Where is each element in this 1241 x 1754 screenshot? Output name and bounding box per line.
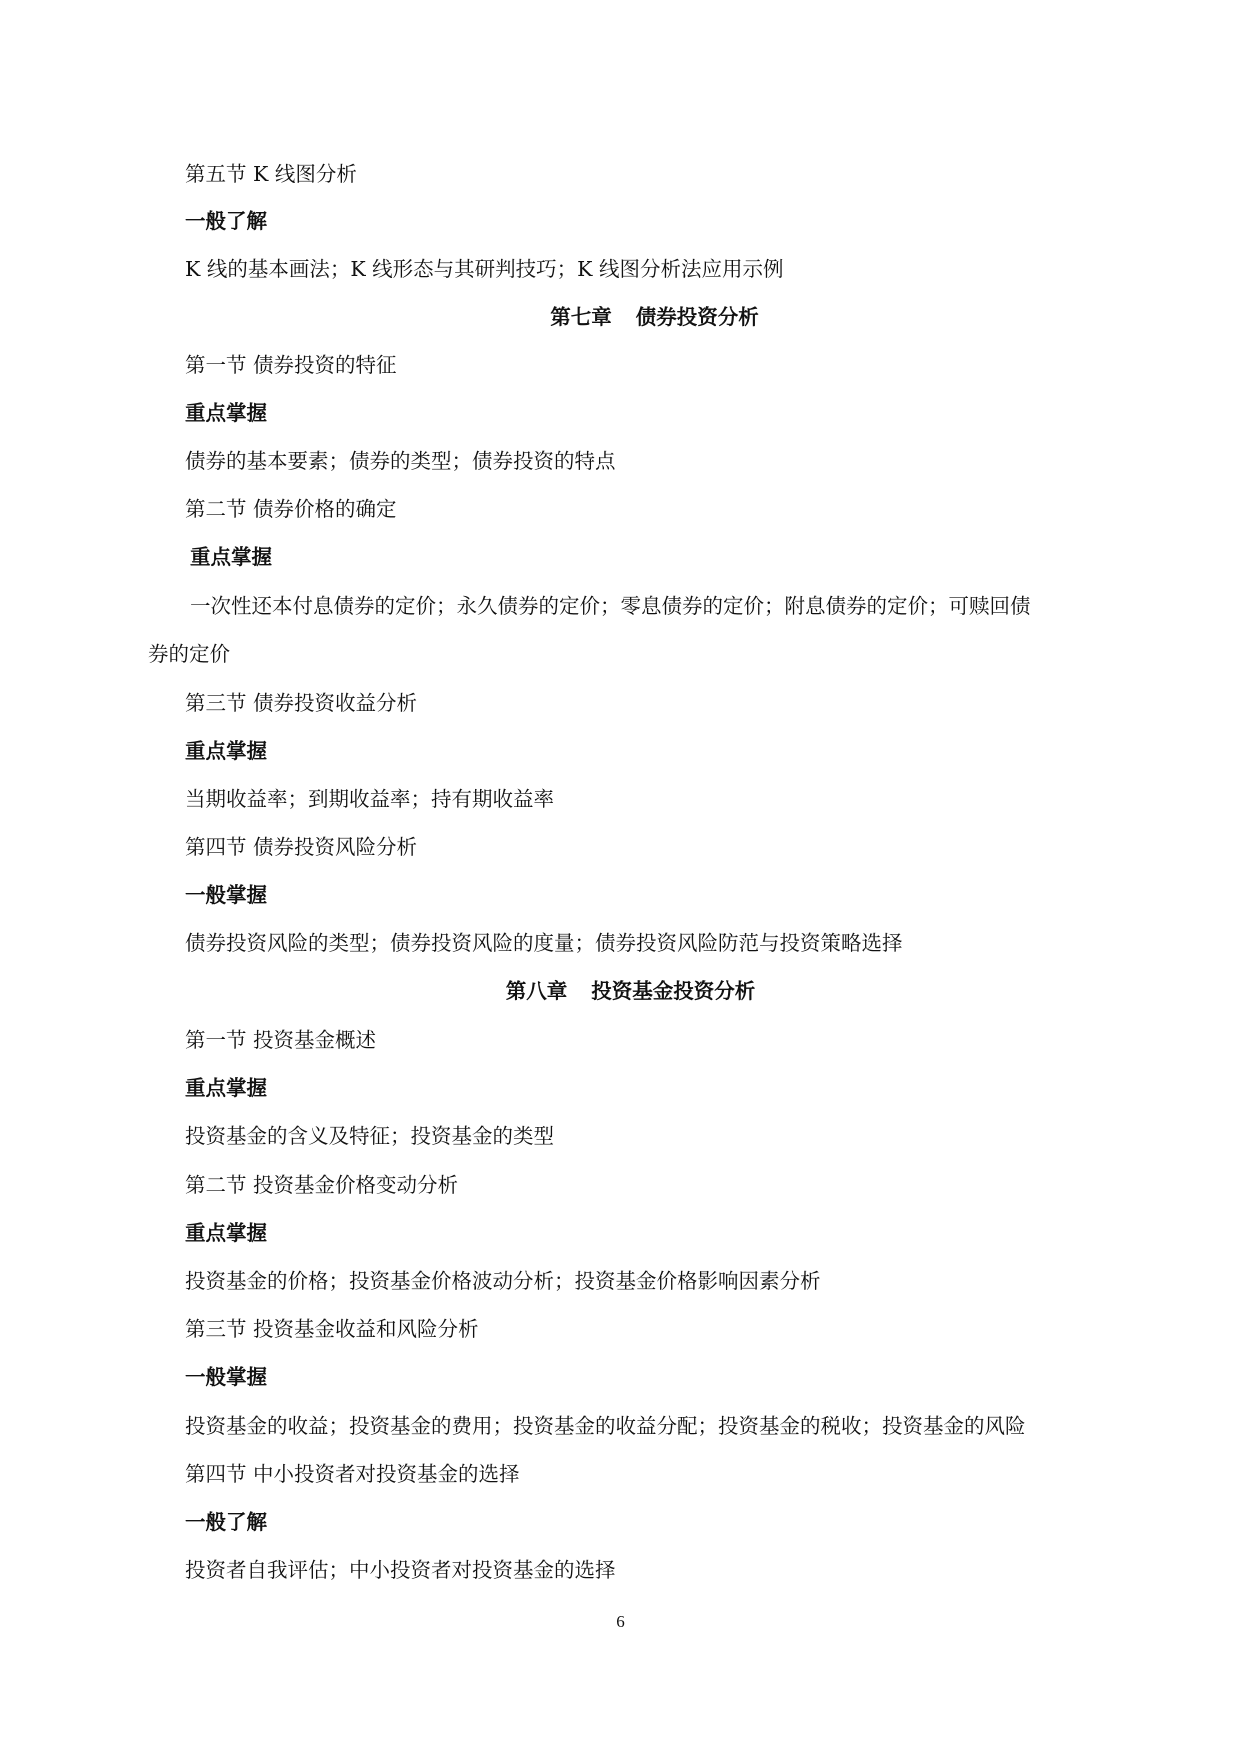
section-content: 投资基金的含义及特征；投资基金的类型 (185, 1124, 554, 1148)
section-content: 投资者自我评估；中小投资者对投资基金的选择 (185, 1558, 616, 1582)
section-content: K 线的基本画法；K 线形态与其研判技巧；K 线图分析法应用示例 (185, 257, 784, 281)
requirement-label: 一般了解 (185, 209, 267, 233)
requirement-label: 重点掌握 (190, 545, 272, 569)
chapter-number: 第七章 (550, 305, 612, 329)
section-4-heading: 第四节 中小投资者对投资基金的选择 (185, 1462, 520, 1486)
section-3-heading: 第三节 投资基金收益和风险分析 (185, 1317, 479, 1341)
page-number: 6 (616, 1612, 625, 1631)
section-5-heading: 第五节 K 线图分析 (185, 162, 357, 186)
section-content: 一次性还本付息债券的定价；永久债券的定价；零息债券的定价；附息债券的定价；可赎回债 (190, 594, 1031, 618)
section-4-heading: 第四节 债券投资风险分析 (185, 835, 418, 859)
section-2-heading: 第二节 债券价格的确定 (185, 497, 397, 521)
chapter-number: 第八章 (505, 979, 568, 1003)
requirement-label: 一般了解 (185, 1510, 267, 1534)
section-content: 当期收益率；到期收益率；持有期收益率 (185, 787, 554, 811)
requirement-label: 重点掌握 (185, 739, 267, 763)
section-content: 债券投资风险的类型；债券投资风险的度量；债券投资风险防范与投资策略选择 (185, 931, 903, 955)
chapter-7-heading (0, 307, 1241, 328)
requirement-label: 一般掌握 (185, 883, 267, 907)
section-content: 投资基金的收益；投资基金的费用；投资基金的收益分配；投资基金的税收；投资基金的风险 (185, 1414, 1026, 1438)
section-1-heading: 第一节 投资基金概述 (185, 1028, 377, 1052)
requirement-label: 重点掌握 (185, 1076, 267, 1100)
requirement-label: 重点掌握 (185, 1221, 267, 1245)
section-3-heading: 第三节 债券投资收益分析 (185, 691, 418, 715)
section-2-heading: 第二节 投资基金价格变动分析 (185, 1173, 459, 1197)
requirement-label: 一般掌握 (185, 1365, 267, 1389)
section-content: 投资基金的价格；投资基金价格波动分析；投资基金价格影响因素分析 (185, 1269, 821, 1293)
chapter-8-heading (0, 981, 1241, 1002)
chapter-title: 债券投资分析 (635, 305, 759, 329)
section-content: 债券的基本要素；债券的类型；债券投资的特点 (185, 449, 616, 473)
chapter-title: 投资基金投资分析 (591, 979, 756, 1003)
requirement-label: 重点掌握 (185, 401, 267, 425)
section-1-heading: 第一节 债券投资的特征 (185, 353, 397, 377)
section-content-continued: 券的定价 (148, 642, 230, 666)
